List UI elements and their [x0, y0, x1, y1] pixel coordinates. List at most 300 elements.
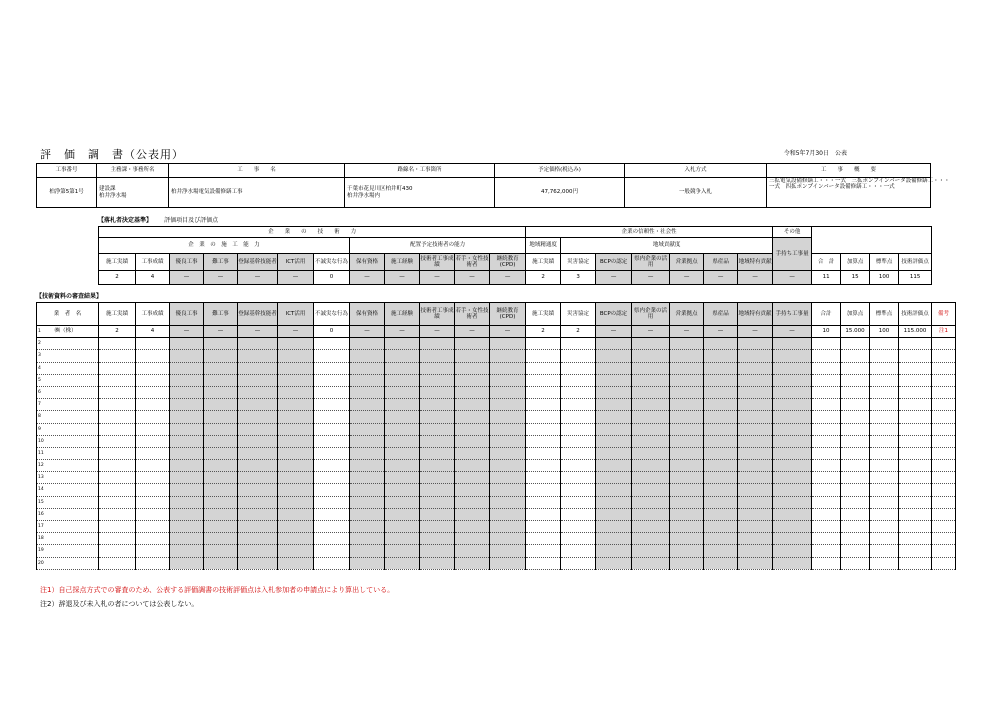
criteria-header-row-2 [99, 238, 932, 254]
empty-cell [385, 338, 420, 350]
col-excellent-work: 優良工事 [170, 303, 204, 326]
review-value: — [278, 326, 314, 338]
empty-cell [420, 386, 455, 398]
empty-cell [841, 460, 870, 472]
empty-cell [278, 521, 314, 533]
empty-cell [170, 447, 204, 459]
empty-cell [932, 508, 956, 520]
empty-cell [596, 533, 632, 545]
empty-cell [170, 472, 204, 484]
empty-cell [350, 374, 385, 386]
review-value: 2 [561, 326, 596, 338]
empty-cell [490, 521, 526, 533]
empty-cell [314, 460, 350, 472]
empty-cell [455, 435, 490, 447]
row-number: 19 [37, 545, 99, 557]
empty-cell [350, 533, 385, 545]
empty-cell [99, 399, 136, 411]
col-dishonest-act: 不誠実な行為 [314, 254, 350, 271]
empty-cell [385, 508, 420, 520]
empty-cell [812, 423, 841, 435]
empty-cell [596, 435, 632, 447]
empty-cell [238, 460, 278, 472]
empty-cell [385, 460, 420, 472]
empty-cell [870, 484, 899, 496]
col-tech-score: 技術評価点 [899, 303, 932, 326]
estimated-price: 47,762,000円 [495, 178, 625, 208]
empty-cell [99, 447, 136, 459]
empty-cell [670, 386, 704, 398]
empty-cell [773, 460, 812, 472]
header-project-number: 工事番号 [37, 164, 97, 178]
empty-cell [420, 399, 455, 411]
empty-cell [932, 435, 956, 447]
empty-cell [841, 484, 870, 496]
empty-cell [204, 521, 238, 533]
empty-cell [455, 338, 490, 350]
empty-cell [490, 386, 526, 398]
col-added-points: 加算点 [841, 254, 870, 271]
criteria-value: — [596, 271, 632, 285]
review-value: 4 [136, 326, 170, 338]
empty-cell [812, 508, 841, 520]
empty-cell [812, 411, 841, 423]
empty-cell [490, 399, 526, 411]
empty-cell [773, 447, 812, 459]
empty-cell [932, 472, 956, 484]
empty-cell [490, 533, 526, 545]
empty-cell [170, 435, 204, 447]
criteria-tech-score: 115 [899, 271, 932, 285]
review-value: — [704, 326, 738, 338]
criteria-value: — [632, 271, 670, 285]
empty-cell [170, 362, 204, 374]
col-excellent-work: 優良工事 [170, 254, 204, 271]
empty-cell [455, 423, 490, 435]
empty-cell [455, 362, 490, 374]
empty-cell [899, 362, 932, 374]
empty-cell [932, 557, 956, 569]
empty-cell [812, 557, 841, 569]
header-construction-ability: 企 業 の 施 工 能 力 [99, 238, 350, 254]
empty-cell [738, 338, 773, 350]
empty-cell [455, 374, 490, 386]
row-number: 15 [37, 496, 99, 508]
empty-cell [278, 374, 314, 386]
empty-cell [490, 472, 526, 484]
review-value: — [455, 326, 490, 338]
empty-cell [278, 557, 314, 569]
header-estimated-price: 予定価格(税込み) [495, 164, 625, 178]
review-row-empty [37, 472, 956, 484]
empty-cell [204, 447, 238, 459]
empty-cell [632, 557, 670, 569]
empty-cell [704, 423, 738, 435]
empty-cell [704, 362, 738, 374]
empty-cell [314, 508, 350, 520]
empty-cell [841, 496, 870, 508]
review-value: — [385, 326, 420, 338]
empty-cell [561, 545, 596, 557]
empty-cell [632, 423, 670, 435]
empty-cell [238, 338, 278, 350]
empty-cell [561, 435, 596, 447]
empty-cell [170, 374, 204, 386]
empty-cell [99, 557, 136, 569]
empty-cell [490, 435, 526, 447]
row-number: 12 [37, 460, 99, 472]
empty-cell [314, 496, 350, 508]
col-grade: 工事成績 [136, 254, 170, 271]
col-disaster-agreement: 災害協定 [561, 303, 596, 326]
empty-cell [314, 423, 350, 435]
empty-cell [670, 362, 704, 374]
criteria-value: — [350, 271, 385, 285]
empty-cell [526, 496, 561, 508]
col-remarks: 備考 [932, 303, 956, 326]
empty-cell [238, 447, 278, 459]
empty-cell [932, 350, 956, 362]
empty-cell [932, 496, 956, 508]
empty-cell [314, 338, 350, 350]
empty-cell [314, 447, 350, 459]
empty-cell [526, 545, 561, 557]
empty-cell [314, 472, 350, 484]
col-experience: 施工経験 [385, 303, 420, 326]
empty-cell [561, 484, 596, 496]
empty-cell [932, 484, 956, 496]
empty-cell [490, 508, 526, 520]
empty-cell [632, 484, 670, 496]
project-summary-line-2: 一式 四拡ポンプインバータ設備修繕工・・・一式 [769, 184, 895, 191]
review-value: — [490, 326, 526, 338]
criteria-total: 11 [812, 271, 841, 285]
empty-cell [632, 472, 670, 484]
empty-cell [204, 472, 238, 484]
empty-cell [773, 350, 812, 362]
empty-cell [314, 435, 350, 447]
row-number: 1 [38, 329, 41, 335]
empty-cell [561, 557, 596, 569]
empty-cell [526, 533, 561, 545]
empty-cell [773, 533, 812, 545]
empty-cell [204, 533, 238, 545]
empty-cell [561, 411, 596, 423]
empty-cell [670, 557, 704, 569]
empty-cell [420, 557, 455, 569]
empty-cell [704, 399, 738, 411]
empty-cell [314, 386, 350, 398]
review-total: 10 [812, 326, 841, 338]
criteria-value: — [238, 271, 278, 285]
empty-cell [899, 533, 932, 545]
empty-cell [99, 411, 136, 423]
empty-cell [812, 545, 841, 557]
empty-cell [704, 386, 738, 398]
empty-cell [596, 484, 632, 496]
empty-cell [490, 411, 526, 423]
review-value: — [204, 326, 238, 338]
review-row-empty [37, 362, 956, 374]
empty-cell [596, 423, 632, 435]
col-regional-performance: 施工実績 [526, 303, 561, 326]
empty-cell [99, 423, 136, 435]
empty-cell [632, 435, 670, 447]
empty-cell [670, 472, 704, 484]
empty-cell [773, 496, 812, 508]
row-number: 4 [37, 362, 99, 374]
criteria-value: — [385, 271, 420, 285]
review-row-empty [37, 484, 956, 496]
empty-cell [420, 362, 455, 374]
col-cpd: 継続教育(CPD) [490, 303, 526, 326]
col-standard-points: 標準点 [870, 303, 899, 326]
empty-cell [670, 435, 704, 447]
empty-cell [420, 411, 455, 423]
empty-cell [932, 399, 956, 411]
empty-cell [136, 386, 170, 398]
empty-cell [561, 399, 596, 411]
empty-cell [99, 533, 136, 545]
col-tech-score: 技術評価点 [899, 254, 932, 271]
review-value: — [670, 326, 704, 338]
project-number: 柏浄第5第1号 [37, 178, 97, 208]
empty-cell [238, 533, 278, 545]
empty-cell [455, 386, 490, 398]
empty-cell [738, 435, 773, 447]
review-value: 2 [526, 326, 561, 338]
empty-cell [841, 557, 870, 569]
empty-cell [561, 350, 596, 362]
col-registered-technician: 登録基幹技能者 [238, 254, 278, 271]
empty-cell [490, 496, 526, 508]
row-number: 11 [37, 447, 99, 459]
col-engineer-grade: 技術者工事成績 [420, 303, 455, 326]
empty-cell [704, 521, 738, 533]
empty-cell [932, 447, 956, 459]
empty-cell [596, 508, 632, 520]
empty-cell [314, 557, 350, 569]
col-cpd: 継続教育(CPD) [490, 254, 526, 271]
empty-cell [136, 460, 170, 472]
empty-cell [170, 460, 204, 472]
company-name: ㈱（株） [54, 328, 77, 335]
review-table [36, 302, 956, 570]
empty-cell [278, 472, 314, 484]
empty-cell [204, 557, 238, 569]
criteria-value: — [670, 271, 704, 285]
col-dishonest-act: 不誠実な行為 [314, 303, 350, 326]
empty-cell [136, 374, 170, 386]
empty-cell [670, 484, 704, 496]
empty-cell [385, 496, 420, 508]
project-location-line-2: 柏井浄水場内 [347, 192, 381, 199]
criteria-value: 2 [99, 271, 136, 285]
empty-cell [314, 533, 350, 545]
empty-cell [420, 521, 455, 533]
col-local-firms: 県内企業の活用 [632, 254, 670, 271]
empty-cell [455, 484, 490, 496]
empty-cell [773, 338, 812, 350]
empty-cell [870, 557, 899, 569]
review-row-empty [37, 399, 956, 411]
empty-cell [812, 435, 841, 447]
header-office: 主務課・事務所名 [97, 164, 169, 178]
empty-cell [204, 435, 238, 447]
empty-cell [526, 521, 561, 533]
empty-cell [738, 545, 773, 557]
review-value: — [632, 326, 670, 338]
header-corporate-reliability: 企業の信頼性・社会性 [526, 227, 773, 238]
empty-cell [385, 533, 420, 545]
page-title: 評 価 調 書（公表用） [40, 148, 184, 161]
empty-cell [670, 521, 704, 533]
empty-cell [899, 411, 932, 423]
empty-cell [870, 411, 899, 423]
empty-cell [596, 496, 632, 508]
empty-cell [773, 423, 812, 435]
criteria-value: 2 [526, 271, 561, 285]
empty-cell [841, 386, 870, 398]
empty-cell [632, 374, 670, 386]
empty-cell [204, 350, 238, 362]
header-location: 路線名・工事箇所 [345, 164, 495, 178]
col-engineer-grade: 技術者工事成績 [420, 254, 455, 271]
empty-cell [596, 521, 632, 533]
empty-cell [99, 472, 136, 484]
empty-cell [238, 496, 278, 508]
empty-cell [136, 533, 170, 545]
col-regional-specific: 地域特有貢献 [738, 303, 773, 326]
empty-cell [238, 399, 278, 411]
empty-cell [350, 496, 385, 508]
project-info-header-row [37, 164, 931, 178]
empty-cell [738, 472, 773, 484]
empty-cell [841, 521, 870, 533]
col-grade: 工事成績 [136, 303, 170, 326]
note-1: 注1）自己採点方式での審査のため、公表する評価調書の技術評価点は入札参加者の申請点により算出している。 [40, 586, 395, 594]
empty-cell [490, 557, 526, 569]
criteria-added: 15 [841, 271, 870, 285]
empty-cell [314, 350, 350, 362]
header-other: その他 [773, 227, 812, 238]
criteria-header-row-1 [99, 227, 932, 238]
review-row-empty [37, 350, 956, 362]
empty-cell [170, 533, 204, 545]
review-row-empty [37, 496, 956, 508]
row-number: 7 [37, 399, 99, 411]
empty-cell [738, 374, 773, 386]
empty-cell [350, 362, 385, 374]
empty-cell [204, 460, 238, 472]
empty-cell [99, 484, 136, 496]
empty-cell [670, 338, 704, 350]
review-row-empty [37, 508, 956, 520]
empty-cell [455, 521, 490, 533]
empty-cell [490, 484, 526, 496]
empty-cell [773, 557, 812, 569]
empty-cell [136, 411, 170, 423]
empty-cell [99, 435, 136, 447]
empty-cell [870, 508, 899, 520]
empty-cell [870, 496, 899, 508]
empty-cell [278, 545, 314, 557]
empty-cell [350, 338, 385, 350]
empty-cell [136, 521, 170, 533]
empty-cell [99, 521, 136, 533]
empty-cell [526, 338, 561, 350]
empty-cell [238, 508, 278, 520]
col-young-female-engineer: 若手・女性技術者 [455, 303, 490, 326]
empty-cell [420, 460, 455, 472]
empty-cell [632, 362, 670, 374]
empty-cell [238, 423, 278, 435]
review-row-empty [37, 423, 956, 435]
empty-cell [278, 411, 314, 423]
empty-cell [455, 508, 490, 520]
empty-cell [420, 496, 455, 508]
empty-cell [632, 338, 670, 350]
empty-cell [385, 557, 420, 569]
empty-cell [596, 472, 632, 484]
empty-cell [278, 460, 314, 472]
col-workload: 手持ち工事量 [773, 303, 812, 326]
empty-cell [238, 374, 278, 386]
header-workload: 手持ち工事量 [773, 238, 812, 271]
empty-cell [670, 350, 704, 362]
empty-cell [870, 521, 899, 533]
review-value: — [596, 326, 632, 338]
empty-cell [136, 435, 170, 447]
criteria-value: — [738, 271, 773, 285]
empty-cell [170, 423, 204, 435]
empty-cell [385, 447, 420, 459]
criteria-table [98, 226, 932, 285]
col-disaster-agreement: 災害協定 [561, 254, 596, 271]
empty-cell [899, 423, 932, 435]
col-bcp: BCPの認定 [596, 303, 632, 326]
empty-cell [490, 423, 526, 435]
empty-cell [170, 386, 204, 398]
review-tech-score: 115.000 [899, 326, 932, 338]
header-project-name: 工 事 名 [169, 164, 345, 178]
empty-cell [870, 545, 899, 557]
empty-cell [870, 435, 899, 447]
empty-cell [526, 508, 561, 520]
empty-cell [136, 350, 170, 362]
empty-cell [350, 386, 385, 398]
empty-cell [704, 460, 738, 472]
empty-cell [278, 362, 314, 374]
bid-method: 一般競争入札 [625, 178, 767, 208]
criteria-section-label [98, 215, 218, 224]
empty-cell [899, 545, 932, 557]
empty-cell [526, 423, 561, 435]
col-bcp: BCPの認定 [596, 254, 632, 271]
empty-cell [773, 411, 812, 423]
empty-cell [899, 399, 932, 411]
empty-cell [670, 496, 704, 508]
empty-cell [899, 521, 932, 533]
col-qualification: 保有資格 [350, 254, 385, 271]
empty-cell [561, 423, 596, 435]
empty-cell [812, 533, 841, 545]
empty-cell [670, 399, 704, 411]
empty-cell [596, 350, 632, 362]
col-performance: 施工実績 [99, 303, 136, 326]
empty-cell [526, 362, 561, 374]
row-number: 9 [37, 423, 99, 435]
